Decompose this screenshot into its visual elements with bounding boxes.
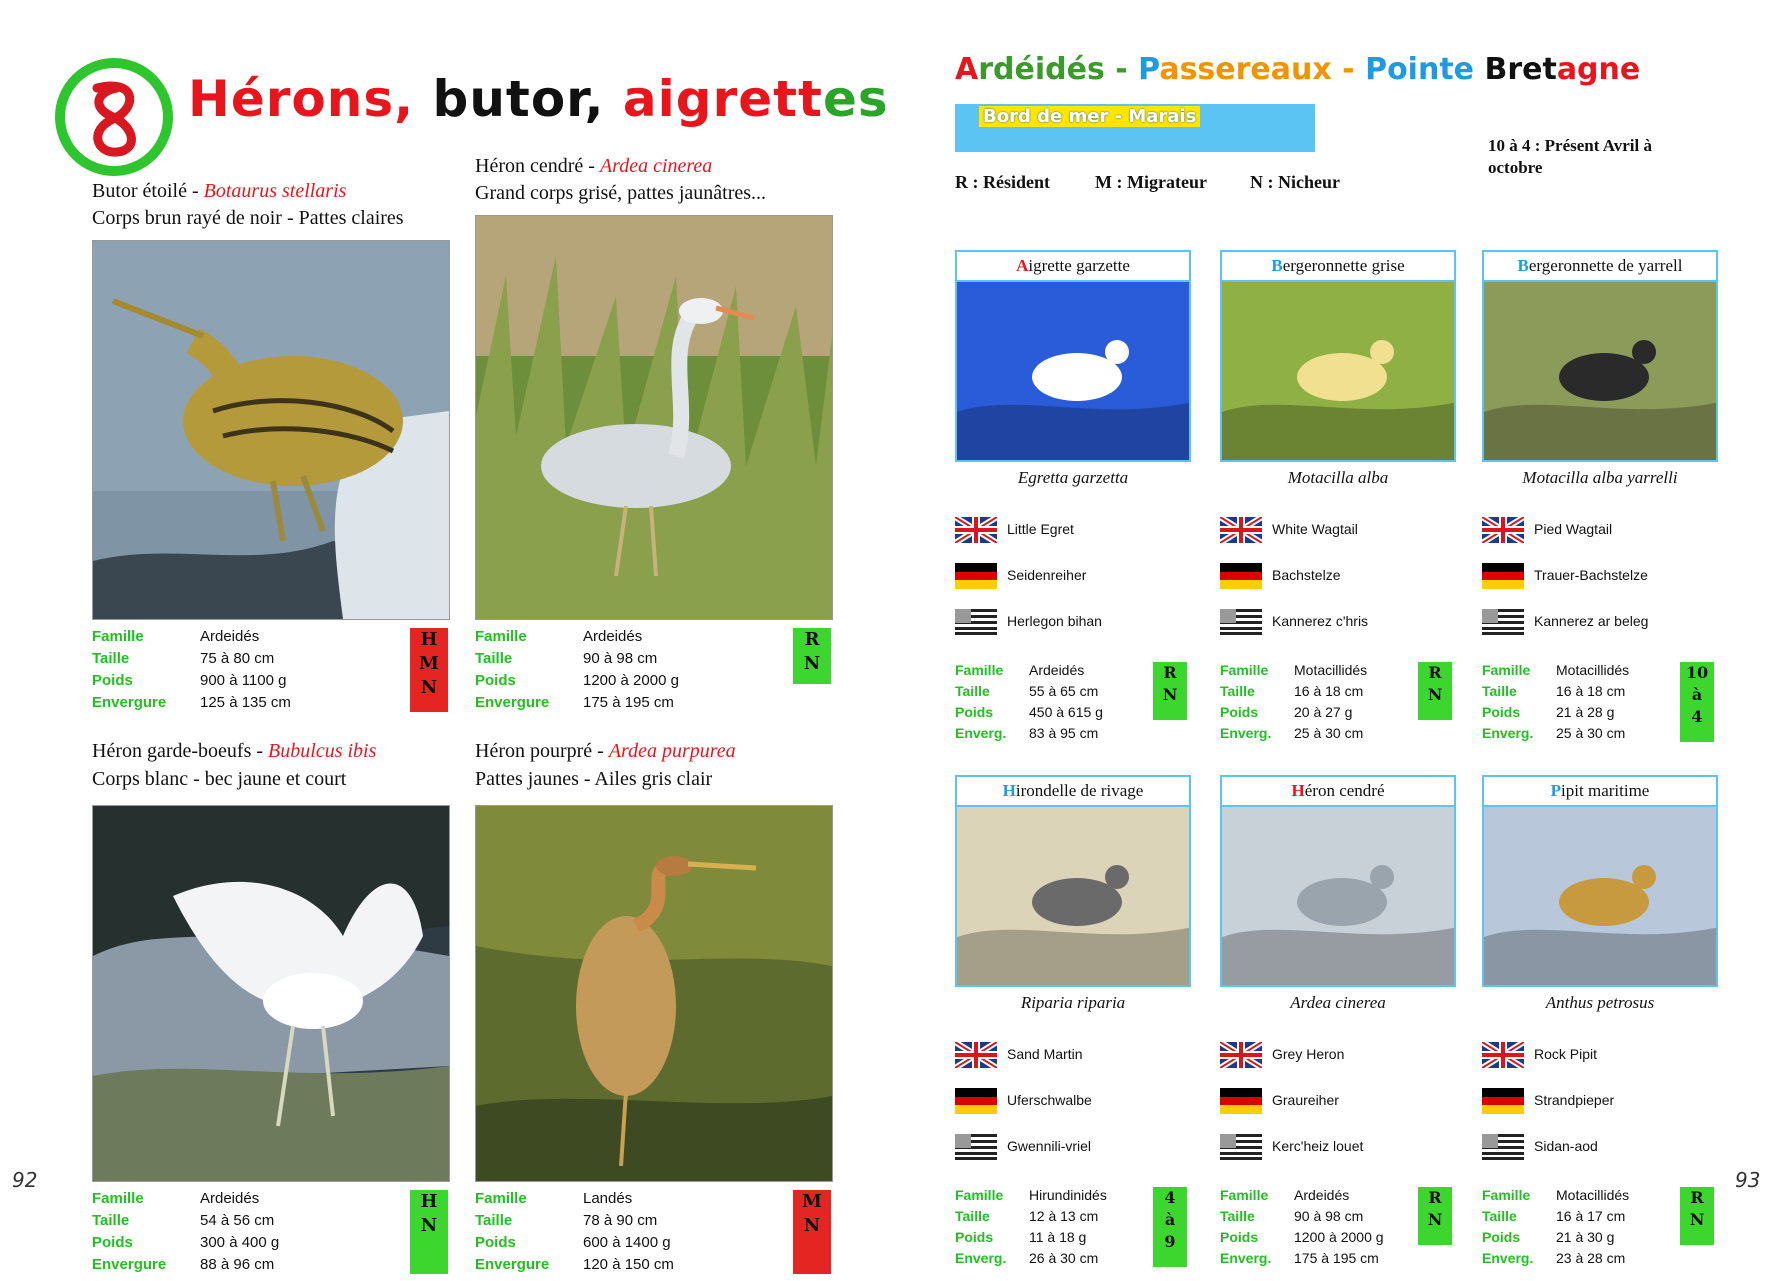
legend-resident: R : Résident [955,172,1050,192]
german-name: Seidenreiher [955,561,1086,589]
species-info: Famille Ardeidés Taille 54 à 56 cm Poids 300 à 400 g Envergure 88 à 96 cm [92,1190,280,1273]
status-badge: 10 à 4 [1680,662,1714,742]
breton-name: Kerc'heiz louet [1220,1132,1363,1160]
species-info: Famille Ardeidés Taille 90 à 98 cm Poids 1200 à 2000 g Enverg. 175 à 195 cm [1220,1187,1384,1266]
status-badge: R N [1680,1187,1714,1245]
uk-flag-icon [1482,1042,1524,1068]
german-flag-icon [955,1088,997,1114]
breton-flag-icon [955,609,997,635]
species-name: Héron pourpré - Ardea purpurea [475,740,736,762]
species-name: Héron garde-boeufs - Bubulcus ibis [92,740,377,762]
english-name: Rock Pipit [1482,1040,1597,1068]
breton-name: Kannerez ar beleg [1482,607,1648,635]
english-name: Grey Heron [1220,1040,1344,1068]
german-name: Bachstelze [1220,561,1340,589]
german-flag-icon [1220,563,1262,589]
german-name: Trauer-Bachstelze [1482,561,1648,589]
german-flag-icon [955,563,997,589]
english-name: Little Egret [955,515,1074,543]
subtitle-banner [955,104,1315,152]
status-badge: R N [793,628,831,684]
grey-heron-photo [475,215,833,620]
german-flag-icon [1482,1088,1524,1114]
legend-migrateur: M : Migrateur [1095,172,1207,192]
english-name: Sand Martin [955,1040,1082,1068]
bird-photo [1220,807,1456,987]
latin-name: Anthus petrosus [1545,993,1655,1012]
subtitle: Bord de mer - Marais [979,106,1200,127]
card-title: Bergeronnette grise [1220,250,1456,282]
uk-flag-icon [955,517,997,543]
page-number: 92 [12,1168,38,1192]
breton-flag-icon [1220,1134,1262,1160]
status-badge: R N [1418,1187,1452,1245]
card-title: Aigrette garzette [955,250,1191,282]
species-info: Famille Hirundinidés Taille 12 à 13 cm Poids 11 à 18 g Enverg. 26 à 30 cm [955,1187,1107,1266]
status-badge: H M N [410,628,448,712]
breton-flag-icon [1482,1134,1524,1160]
breton-name: Gwennili-vriel [955,1132,1091,1160]
breton-name: Sidan-aod [1482,1132,1598,1160]
species-info: Famille Motacillidés Taille 16 à 18 cm Poids 20 à 27 g Enverg. 25 à 30 cm [1220,662,1368,741]
uk-flag-icon [955,1042,997,1068]
status-badge: R N [1153,662,1187,720]
presence-note: 10 à 4 : Présent Avril à octobre [1488,136,1652,177]
card-title: Bergeronnette de yarrell [1482,250,1718,282]
status-badge: 4 à 9 [1153,1187,1187,1267]
species-info: Famille Motacillidés Taille 16 à 17 cm Poids 21 à 30 g Enverg. 23 à 28 cm [1482,1187,1630,1266]
title-part: Hé [188,70,266,128]
bird-photo [955,807,1191,987]
german-name: Graureiher [1220,1086,1339,1114]
species-description: Corps blanc - bec jaune et court [92,768,347,790]
german-flag-icon [1482,563,1524,589]
uk-flag-icon [1220,517,1262,543]
breton-flag-icon [1220,609,1262,635]
german-flag-icon [1220,1088,1262,1114]
chapter-number-8-icon [77,78,153,158]
breton-name: Herlegon bihan [955,607,1102,635]
species-name: Butor étoilé - Botaurus stellaris [92,180,347,202]
german-name: Uferschwalbe [955,1086,1092,1114]
species-description: Pattes jaunes - Ailes gris clair [475,768,713,790]
title-part: es [822,70,889,128]
bird-photo [1482,807,1718,987]
status-badge: M N [793,1190,831,1274]
card-title: Hirondelle de rivage [955,775,1191,807]
species-info: Famille Ardeidés Taille 55 à 65 cm Poids 450 à 615 g Enverg. 83 à 95 cm [955,662,1103,741]
title-part: butor, [432,70,623,128]
species-info: Famille Motacillidés Taille 16 à 18 cm Poids 21 à 28 g Enverg. 25 à 30 cm [1482,662,1630,741]
species-description: Grand corps grisé, pattes jaunâtres... [475,182,767,204]
title-part: rons, [265,70,433,128]
species-info: Famille Ardeidés Taille 90 à 98 cm Poids 1200 à 2000 g Envergure 175 à 195 cm [475,628,679,711]
title-part: tt [773,70,823,128]
uk-flag-icon [1220,1042,1262,1068]
legend-nicheur: N : Nicheur [1250,172,1340,192]
breton-flag-icon [955,1134,997,1160]
status-badge: H N [410,1190,448,1274]
chapter-logo [55,58,173,176]
card-title: Héron cendré [1220,775,1456,807]
bird-photo [955,282,1191,462]
status-badge: R N [1418,662,1452,720]
english-name: Pied Wagtail [1482,515,1612,543]
latin-name: Motacilla alba [1287,468,1389,487]
latin-name: Motacilla alba yarrelli [1522,468,1678,487]
card-title: Pipit maritime [1482,775,1718,807]
latin-name: Egretta garzetta [1017,468,1129,487]
species-description: Corps brun rayé de noir - Pattes claires [92,207,404,229]
latin-name: Riparia riparia [1020,993,1126,1012]
bird-photo [1220,282,1456,462]
species-info: Famille Landés Taille 78 à 90 cm Poids 600 à 1400 g Envergure 120 à 150 cm [475,1190,674,1273]
english-name: White Wagtail [1220,515,1358,543]
bird-photo [1482,282,1718,462]
german-name: Strandpieper [1482,1086,1614,1114]
species-info: Famille Ardeidés Taille 75 à 80 cm Poids 900 à 1100 g Envergure 125 à 135 cm [92,628,291,711]
page-number: 93 [1735,1168,1761,1192]
title-part: aigre [622,70,774,128]
cattle-egret-photo [92,805,450,1182]
section-title: Ardéidés - Passereaux - Pointe Bretagne [955,52,1641,87]
page-title [188,70,889,128]
breton-flag-icon [1482,609,1524,635]
latin-name: Ardea cinerea [1290,993,1386,1012]
bittern-photo [92,240,450,620]
breton-name: Kannerez c'hris [1220,607,1368,635]
species-name: Héron cendré - Ardea cinerea [475,155,713,177]
purple-heron-photo [475,805,833,1182]
uk-flag-icon [1482,517,1524,543]
